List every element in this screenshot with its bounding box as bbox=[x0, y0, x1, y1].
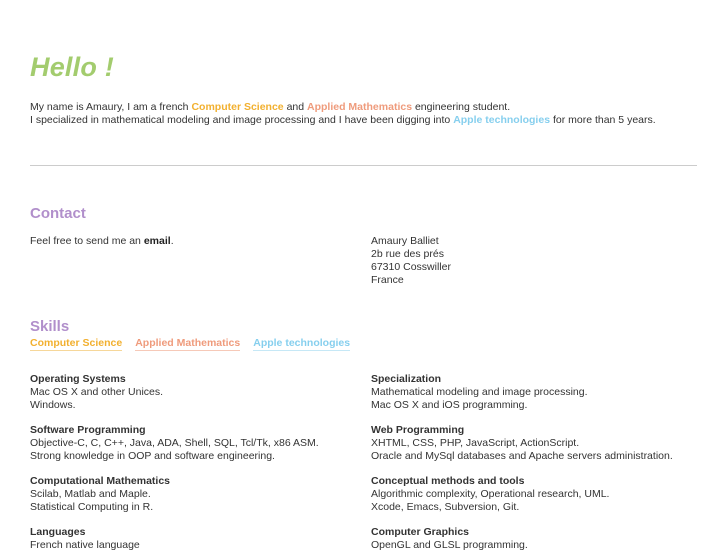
skill-line: Scilab, Matlab and Maple. bbox=[30, 488, 151, 500]
computer-science-highlight: Computer Science bbox=[191, 101, 284, 113]
skill-title: Conceptual methods and tools bbox=[371, 475, 525, 487]
postal-address bbox=[371, 235, 451, 287]
skill-conceptual-methods bbox=[371, 475, 609, 514]
skills-filter-tabs bbox=[30, 337, 350, 351]
intro-text-segment: My name is Amaury, I am a french bbox=[30, 101, 192, 113]
skills-heading: Skills bbox=[30, 318, 70, 335]
intro-line-1 bbox=[30, 101, 656, 114]
apple-technologies-highlight: Apple technologies bbox=[453, 114, 551, 126]
skill-line: XHTML, CSS, PHP, JavaScript, ActionScript. bbox=[371, 437, 580, 449]
intro-text bbox=[30, 101, 656, 127]
skill-line: Mathematical modeling and image processing. bbox=[371, 386, 588, 398]
skill-line: Strong knowledge in OOP and software engineering. bbox=[30, 450, 275, 462]
intro-text-segment: I specialized in mathematical modeling and image processing and I have been digging into bbox=[30, 114, 454, 126]
address-line: 67310 Cosswiller bbox=[371, 261, 451, 273]
contact-text-segment: . bbox=[170, 235, 174, 247]
skill-line: French native language bbox=[30, 539, 140, 551]
skill-line: Xcode, Emacs, Subversion, Git. bbox=[371, 501, 520, 513]
address-line: 2b rue des prés bbox=[371, 248, 444, 260]
skill-line: OpenGL and GLSL programming. bbox=[371, 539, 528, 551]
intro-line-2 bbox=[30, 114, 656, 127]
skill-line: Statistical Computing in R. bbox=[30, 501, 154, 513]
tab-apple-technologies[interactable]: Apple technologies bbox=[253, 337, 351, 349]
contact-text bbox=[30, 235, 174, 248]
skill-line: Oracle and MySql databases and Apache servers administration. bbox=[371, 450, 673, 462]
skill-line: Algorithmic complexity, Operational research, UML. bbox=[371, 488, 610, 500]
skill-title: Computational Mathematics bbox=[30, 475, 171, 487]
skill-line: Mac OS X and iOS programming. bbox=[371, 399, 528, 411]
tab-computer-science[interactable]: Computer Science bbox=[30, 337, 123, 349]
contact-text-segment: Feel free to send me an bbox=[30, 235, 144, 247]
page-title: Hello ! bbox=[30, 52, 114, 82]
skill-title: Operating Systems bbox=[30, 373, 126, 385]
skill-title: Computer Graphics bbox=[371, 526, 470, 538]
contact-heading: Contact bbox=[30, 205, 86, 222]
address-line: Amaury Balliet bbox=[371, 235, 439, 247]
skill-title: Specialization bbox=[371, 373, 442, 385]
skill-operating-systems bbox=[30, 373, 163, 412]
skill-computer-graphics bbox=[371, 526, 528, 552]
skill-title: Languages bbox=[30, 526, 86, 538]
skill-computational-mathematics bbox=[30, 475, 170, 514]
tab-applied-mathematics[interactable]: Applied Mathematics bbox=[135, 337, 241, 349]
skill-languages bbox=[30, 526, 140, 552]
skill-software-programming bbox=[30, 424, 319, 463]
section-divider bbox=[30, 165, 697, 166]
skill-specialization bbox=[371, 373, 588, 412]
skill-title: Software Programming bbox=[30, 424, 146, 436]
skill-line: Objective-C, C, C++, Java, ADA, Shell, SQL, Tcl/Tk, x86 ASM. bbox=[30, 437, 319, 449]
skill-title: Web Programming bbox=[371, 424, 465, 436]
intro-text-segment: engineering student. bbox=[412, 101, 511, 113]
intro-text-segment: for more than 5 years. bbox=[550, 114, 656, 126]
address-line: France bbox=[371, 274, 404, 286]
email-link[interactable]: email bbox=[143, 235, 171, 247]
applied-mathematics-highlight: Applied Mathematics bbox=[307, 101, 413, 113]
intro-text-segment: and bbox=[283, 101, 308, 113]
skill-line: Mac OS X and other Unices. bbox=[30, 386, 164, 398]
skill-web-programming bbox=[371, 424, 673, 463]
skill-line: Windows. bbox=[30, 399, 76, 411]
